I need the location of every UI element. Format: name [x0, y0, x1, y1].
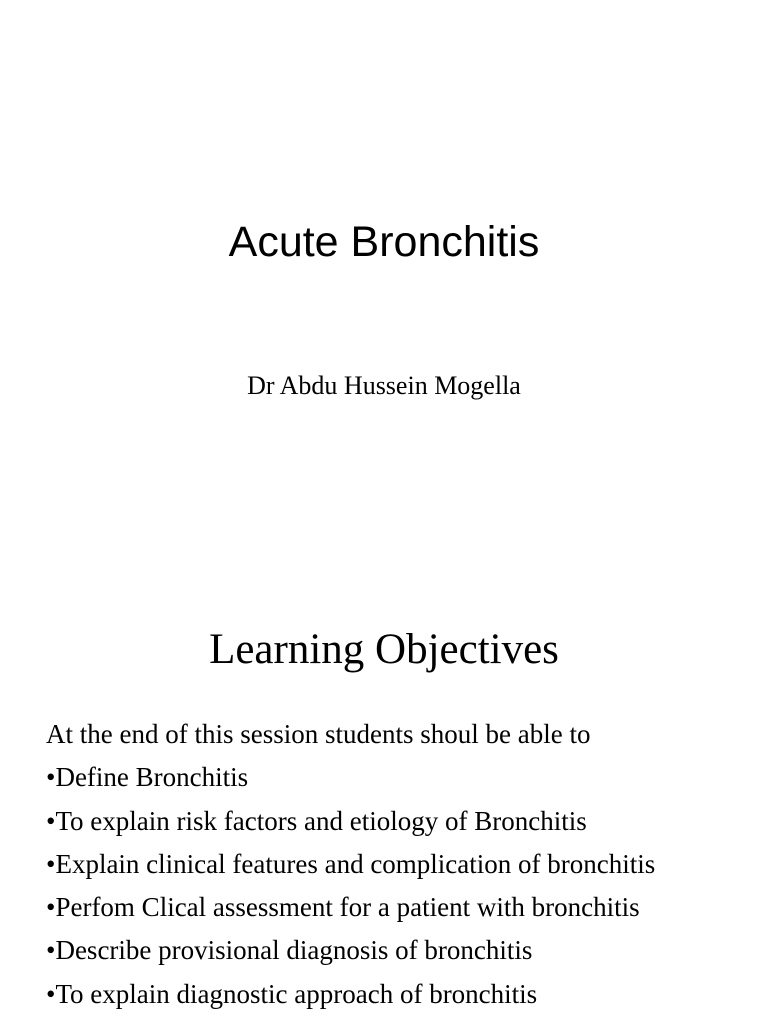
- objective-text: Define Bronchitis: [55, 762, 249, 793]
- objective-text: Explain clinical features and complication of bronchitis: [55, 848, 656, 879]
- objective-text: To explain diagnostic approach of bronchitis: [55, 978, 538, 1009]
- objective-text: Perfom Clical assessment for a patient with bronchitis: [55, 892, 640, 923]
- author-subtitle: Dr Abdu Hussein Mogella: [247, 371, 521, 400]
- objective-item: [46, 929, 756, 972]
- objective-item: [46, 800, 756, 843]
- bullet-icon: •: [46, 935, 56, 966]
- objective-item: [46, 843, 756, 886]
- objective-text: To explain risk factors and etiology of Bronchitis: [55, 805, 587, 836]
- objectives-intro: At the end of this session students shoul be able to: [46, 719, 591, 749]
- bullet-icon: •: [46, 892, 56, 923]
- objective-item: [46, 973, 756, 1016]
- objectives-title: Learning Objectives: [209, 626, 559, 673]
- objectives-list: [46, 713, 756, 1016]
- objectives-slide: [0, 580, 768, 1024]
- objective-item: [46, 756, 756, 799]
- bullet-icon: •: [46, 762, 56, 793]
- bullet-icon: •: [46, 805, 56, 836]
- objective-item: [46, 886, 756, 929]
- slide-title: Acute Bronchitis: [228, 218, 540, 266]
- bullet-icon: •: [46, 848, 56, 879]
- objective-text: Describe provisional diagnosis of bronchitis: [55, 935, 533, 966]
- bullet-icon: •: [46, 978, 56, 1009]
